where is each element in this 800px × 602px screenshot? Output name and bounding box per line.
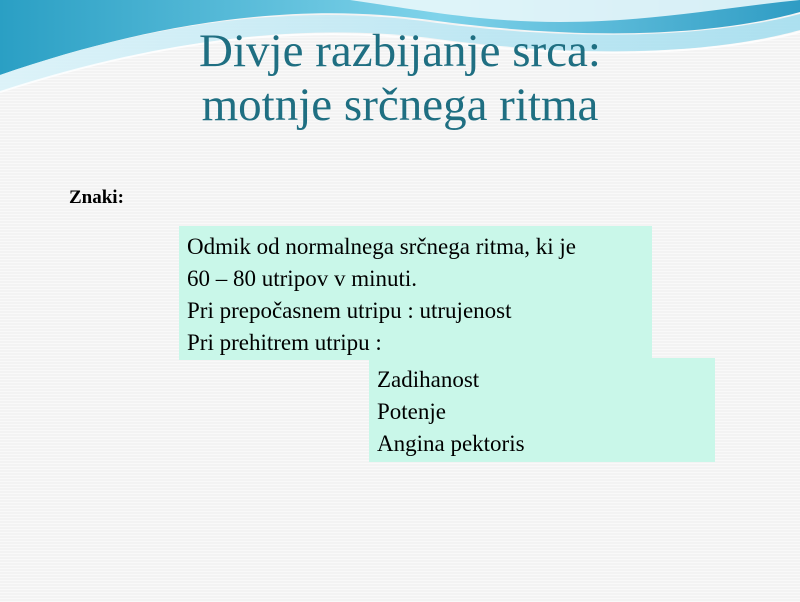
title-line-2: motnje srčnega ritma [201,79,599,131]
description-line: Odmik od normalnega srčnega ritma, ki je [187,234,576,259]
description-line: Pri prehitrem utripu : [187,330,382,355]
symptoms-box [369,358,715,462]
description-box [179,226,652,360]
description-line: 60 – 80 utripov v minuti. [187,266,417,291]
symptom-item: Angina pektoris [377,431,525,456]
symptom-item: Zadihanost [377,367,480,392]
slide-title [100,24,700,132]
signs-label: Znaki: [69,187,124,208]
title-line-1: Divje razbijanje srca: [199,25,601,77]
description-line: Pri prepočasnem utripu : utrujenost [187,298,512,323]
symptom-item: Potenje [377,399,446,424]
